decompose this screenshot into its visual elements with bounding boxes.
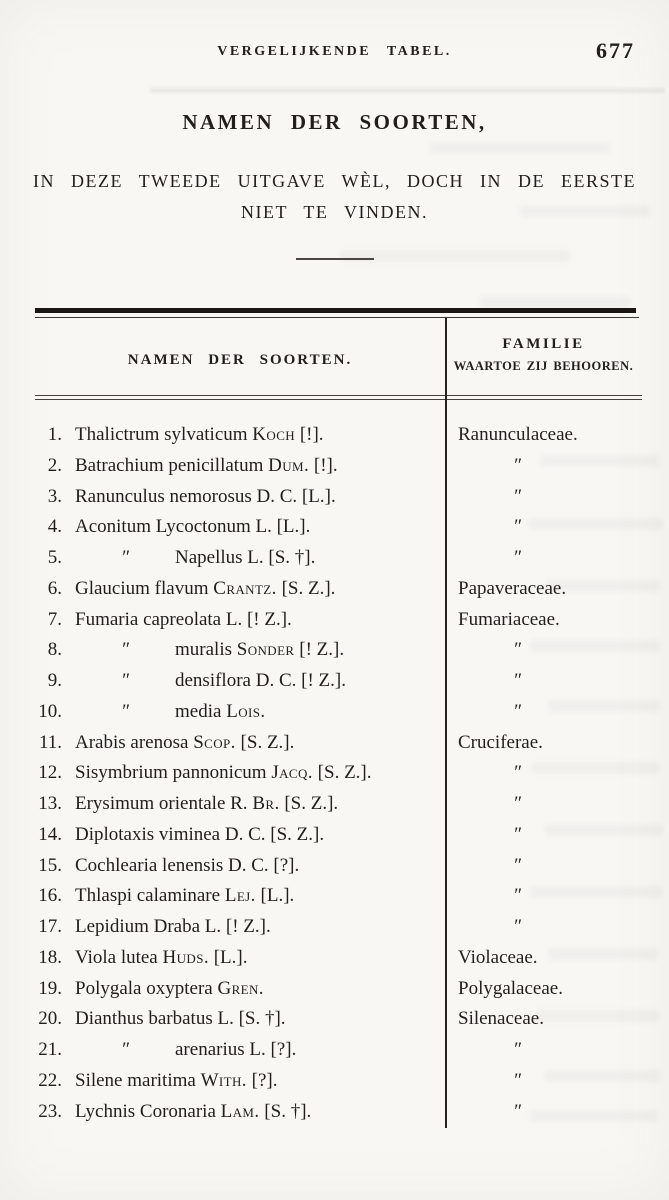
bleed-through-ghost (150, 88, 665, 93)
family-name: Violaceae. (458, 946, 538, 968)
family-name (445, 881, 642, 912)
family-name (445, 758, 642, 789)
column-header-names: NAMEN DER SOORTEN. (127, 352, 353, 368)
species-name (75, 1004, 445, 1035)
row-number: 16. (38, 885, 62, 907)
family-name (445, 543, 642, 574)
species-text: Scop. (193, 731, 236, 753)
table-row (35, 1004, 642, 1035)
table-row (35, 974, 642, 1005)
row-number: 20. (38, 1008, 62, 1030)
species-text: Ranunculus nemorosus D. C. [L.]. (75, 485, 336, 507)
species-text: Cochlearia lenensis D. C. [?]. (75, 854, 300, 876)
ditto-mark: ″ (513, 454, 521, 476)
table-row (35, 943, 642, 974)
ditto-mark: ″ (513, 762, 521, 784)
species-name (75, 851, 445, 882)
species-text: Gren. (217, 977, 264, 999)
row-number: 2. (47, 454, 62, 476)
species-text: Br. (252, 793, 280, 814)
ditto-mark: ″ (513, 547, 521, 568)
row-number: 4. (47, 516, 62, 538)
species-text: Thlaspi calaminare (75, 885, 225, 907)
page-title: NAMEN DER SOORTEN, (182, 110, 487, 134)
page-subtitle (0, 166, 669, 228)
section-divider (296, 258, 374, 260)
species-text: Sisymbrium pannonicum (75, 762, 272, 784)
species-name (75, 943, 445, 974)
species-text: Lepidium Draba L. [! Z.]. (75, 916, 271, 937)
species-name (75, 666, 445, 697)
species-text: Aconitum Lycoctonum L. [L.]. (75, 516, 311, 538)
table-row (35, 1097, 642, 1128)
table-row (35, 912, 642, 943)
row-number: 6. (47, 577, 62, 599)
table-row (35, 697, 642, 728)
species-name (75, 1097, 445, 1128)
species-name (75, 1035, 445, 1066)
ditto-mark: ″ (513, 885, 521, 907)
table-row (35, 789, 642, 820)
family-name (445, 912, 642, 943)
row-number: 18. (38, 946, 62, 968)
family-name: Papaveraceae. (458, 577, 567, 599)
ditto-mark: ″ (513, 639, 521, 661)
species-name (75, 789, 445, 820)
ditto-mark: ″ (513, 516, 521, 538)
species-name (75, 820, 445, 851)
species-text: [?]. (246, 1069, 278, 1091)
header-bottom-rule (35, 395, 642, 400)
subtitle-line-1: IN DEZE TWEEDE UITGAVE WÈL, DOCH IN DE EERSTE (33, 171, 636, 191)
table-row (35, 451, 642, 482)
species-text: Lychnis Coronaria (75, 1100, 221, 1122)
column-header-family: FAMILIE (502, 336, 585, 352)
species-text: [S. †]. (259, 1100, 312, 1122)
species-text: Batrachium penicillatum (75, 454, 269, 476)
species-name (75, 543, 445, 574)
ditto-mark: ″ (513, 854, 521, 876)
species-name (75, 635, 445, 666)
ditto-mark: ″ (513, 1100, 521, 1122)
species-text: Crantz. (213, 577, 277, 599)
page-number: 677 (596, 38, 635, 63)
family-name (445, 1035, 642, 1066)
ditto-mark: ″ (513, 1039, 521, 1060)
species-text: [S. Z.]. (279, 793, 339, 814)
ditto-mark: ″ (513, 485, 521, 507)
ditto-mark: ″ (121, 547, 129, 568)
species-name (75, 728, 445, 759)
species-text: With. (200, 1069, 247, 1091)
species-text: [L.]. (255, 885, 295, 907)
column-header-family-sub: WAARTOE ZIJ BEHOOREN. (453, 359, 634, 373)
species-text: [!]. (309, 454, 338, 476)
row-number: 13. (38, 793, 62, 814)
species-name (75, 482, 445, 513)
row-number: 9. (47, 670, 62, 691)
family-name (445, 820, 642, 851)
family-name (445, 789, 642, 820)
table-row (35, 482, 642, 513)
species-text: [S. Z.]. (235, 731, 295, 753)
ditto-mark: ″ (121, 639, 129, 661)
species-text: Napellus L. [S. †]. (175, 547, 316, 568)
row-number: 8. (47, 639, 62, 661)
species-text: Arabis arenosa (75, 731, 194, 753)
species-name (75, 512, 445, 543)
subtitle-line-2: NIET TE VINDEN. (241, 202, 428, 222)
species-text: [L.]. (208, 946, 248, 968)
species-text: Lej. (224, 885, 256, 907)
family-name: Silenaceae. (458, 1008, 544, 1030)
table-row (35, 512, 642, 543)
table-row (35, 420, 642, 451)
table-row (35, 820, 642, 851)
row-number: 21. (38, 1039, 62, 1060)
bleed-through-ghost (430, 142, 610, 154)
row-number: 19. (38, 977, 62, 999)
table-row (35, 758, 642, 789)
species-text: Diplotaxis viminea D. C. [S. Z.]. (75, 823, 325, 845)
species-name (75, 758, 445, 789)
ditto-mark: ″ (513, 700, 521, 722)
species-name (75, 697, 445, 728)
row-number: 10. (38, 700, 62, 722)
row-number: 17. (38, 916, 62, 937)
species-name (75, 605, 445, 636)
species-text: Polygala oxyptera (75, 977, 218, 999)
table-top-rule (35, 308, 636, 313)
species-text: Huds. (162, 946, 209, 968)
ditto-mark: ″ (513, 1069, 521, 1091)
family-name: Polygalaceae. (458, 977, 563, 999)
ditto-mark: ″ (121, 700, 129, 722)
table-row (35, 851, 642, 882)
ditto-mark: ″ (513, 793, 521, 814)
table-row (35, 666, 642, 697)
species-text: Viola lutea (75, 946, 163, 968)
species-text: Erysimum orientale R. (75, 793, 253, 814)
running-header: VERGELIJKENDE TABEL. (217, 44, 452, 59)
species-name (75, 451, 445, 482)
family-name (445, 666, 642, 697)
ditto-mark: ″ (513, 670, 521, 691)
species-text: Lam. (220, 1100, 260, 1122)
species-text: muralis (175, 639, 237, 661)
row-number: 3. (47, 485, 62, 507)
species-text: Dum. (268, 454, 310, 476)
table-row (35, 605, 642, 636)
family-name (445, 635, 642, 666)
species-text: [S. Z.]. (276, 577, 336, 599)
species-name (75, 574, 445, 605)
species-text: [S. Z.]. (312, 762, 372, 784)
species-text: [!]. (295, 424, 324, 445)
species-text: Thalictrum sylvaticum (75, 424, 253, 445)
table-row (35, 635, 642, 666)
table-row (35, 1066, 642, 1097)
species-text: arenarius L. [?]. (175, 1039, 297, 1060)
family-name (445, 851, 642, 882)
table-row (35, 881, 642, 912)
row-number: 14. (38, 823, 62, 845)
species-text: [! Z.]. (294, 639, 345, 661)
species-text: Koch (252, 424, 296, 445)
family-name: Ranunculaceae. (458, 424, 578, 445)
species-text: Glaucium flavum (75, 577, 214, 599)
species-text: Dianthus barbatus L. [S. †]. (75, 1008, 286, 1030)
table-row (35, 728, 642, 759)
ditto-mark: ″ (121, 1039, 129, 1060)
ditto-mark: ″ (513, 916, 521, 937)
family-name (445, 482, 642, 513)
species-text: Sonder (236, 639, 295, 661)
row-number: 7. (47, 608, 62, 630)
table-row (35, 1035, 642, 1066)
species-text: Lois. (226, 700, 266, 722)
species-text: Silene maritima (75, 1069, 201, 1091)
species-text: Jacq. (271, 762, 313, 784)
species-table-body (35, 420, 642, 1127)
family-name (445, 512, 642, 543)
species-text: media (175, 700, 227, 722)
row-number: 1. (47, 424, 62, 445)
family-name (445, 1097, 642, 1128)
table-row (35, 574, 642, 605)
row-number: 15. (38, 854, 62, 876)
ditto-mark: ″ (121, 670, 129, 691)
species-name (75, 1066, 445, 1097)
row-number: 5. (47, 547, 62, 568)
row-number: 12. (38, 762, 62, 784)
species-name (75, 912, 445, 943)
bleed-through-ghost (340, 250, 570, 262)
bleed-through-ghost (480, 296, 630, 308)
row-number: 22. (38, 1069, 62, 1091)
species-name (75, 881, 445, 912)
species-name (75, 974, 445, 1005)
family-name (445, 697, 642, 728)
family-name (445, 451, 642, 482)
row-number: 11. (38, 731, 62, 753)
ditto-mark: ″ (513, 823, 521, 845)
species-text: Fumaria capreolata L. [! Z.]. (75, 608, 292, 630)
table-top-rule-thin (35, 317, 639, 318)
table-row (35, 543, 642, 574)
family-name (445, 1066, 642, 1097)
species-name (75, 420, 445, 451)
family-name: Cruciferae. (458, 731, 543, 753)
family-name: Fumariaceae. (458, 608, 560, 630)
species-text: densiflora D. C. [! Z.]. (175, 670, 346, 691)
row-number: 23. (38, 1100, 62, 1122)
